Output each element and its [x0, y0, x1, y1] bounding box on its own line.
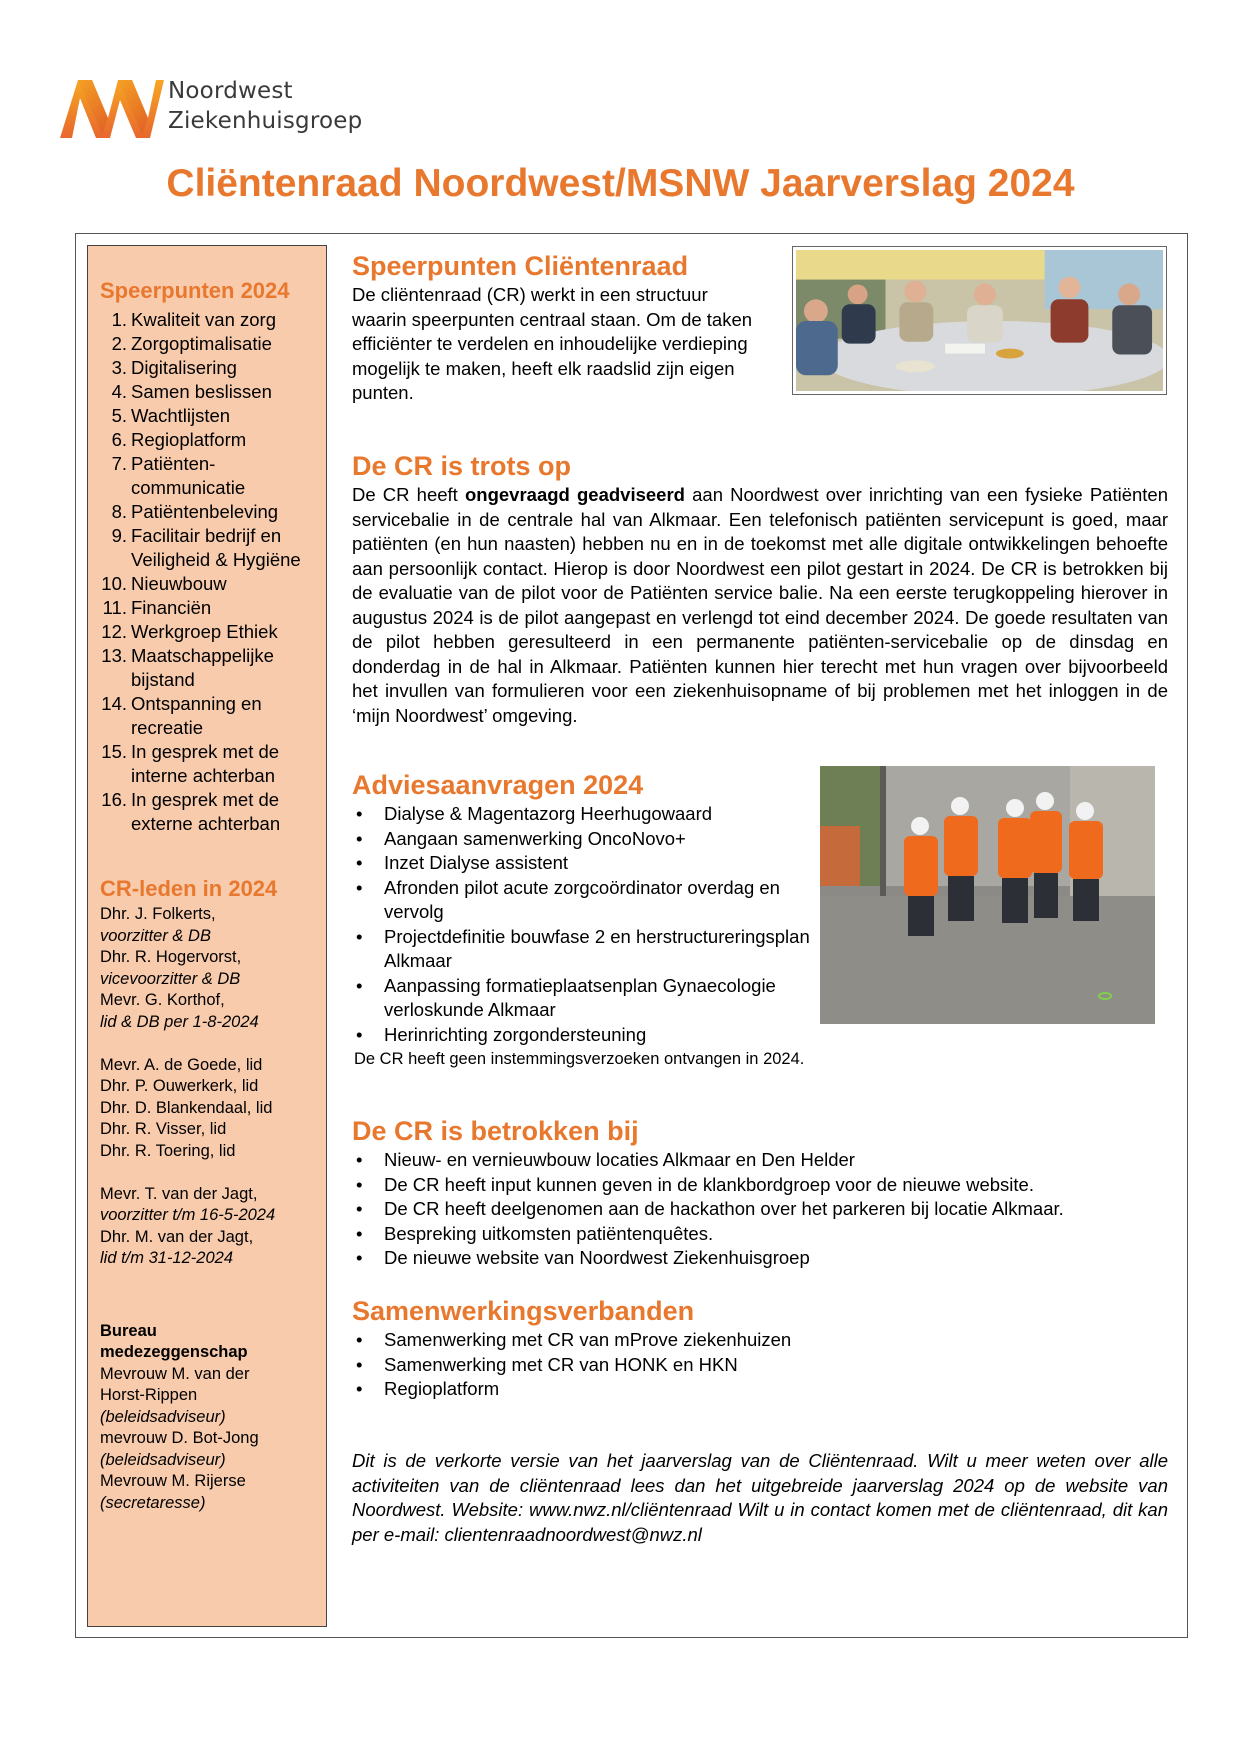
section-heading: De CR is trots op — [352, 451, 572, 481]
bullet-item: • Regioplatform — [352, 1377, 1168, 1402]
section-speerpunten — [352, 249, 767, 406]
logo-text — [168, 76, 362, 136]
bullet-item: • Inzet Dialyse assistent — [352, 851, 822, 876]
bullet-item: • Samenwerking met CR van HONK en HKN — [352, 1353, 1168, 1378]
member-name: Mevr. T. van der Jagt, — [100, 1184, 258, 1203]
speerpunt-number: 10. — [101, 573, 127, 594]
speerpunt-text: Samen beslissen — [131, 381, 272, 402]
logo-mark-icon — [58, 74, 166, 142]
speerpunt-text: Wachtlijsten — [131, 405, 231, 426]
speerpunt-number: 11. — [102, 597, 127, 618]
logo-line2: Ziekenhuisgroep — [168, 108, 363, 134]
speerpunt-item — [100, 452, 316, 500]
section-text: De cliëntenraad (CR) werkt in een structuur waarin speerpunten centraal staan. Om de taken efficiënter te verdelen en inhoudelijke verdieping mogelijk te maken, heeft elk raadslid zijn eigen punten. — [352, 284, 753, 403]
speerpunt-text: Financiën — [131, 597, 212, 618]
speerpunt-item — [100, 332, 316, 356]
member-name: Dhr. J. Folkerts, — [100, 905, 216, 923]
speerpunt-number: 2. — [111, 333, 127, 354]
member-name: Mevr. G. Korthof, — [100, 991, 225, 1009]
betrokken-list — [352, 1148, 1168, 1271]
bullet-item: • De nieuwe website van Noordwest Ziekenhuisgroep — [352, 1246, 1168, 1271]
speerpunt-item — [100, 380, 316, 404]
speerpunt-text: Facilitair bedrijf en Veiligheid & Hygiëne — [131, 525, 301, 570]
bullet-item: • Aangaan samenwerking OncoNovo+ — [352, 827, 822, 852]
member-lid: Mevr. A. de Goede, lid — [100, 1055, 263, 1074]
bullet-item: • Herinrichting zorgondersteuning — [352, 1023, 822, 1048]
speerpunt-number: 12. — [101, 621, 127, 642]
speerpunt-item — [100, 644, 316, 692]
bureau-heading: Bureau medezeggenschap — [100, 1321, 248, 1361]
speerpunt-number: 5. — [111, 405, 127, 426]
construction-photo — [820, 766, 1155, 1024]
member-lid: Dhr. R. Visser, lid — [100, 1120, 227, 1138]
speerpunt-number: 1. — [111, 309, 127, 330]
speerpunt-text: Ontspanning en recreatie — [131, 693, 262, 738]
bullet-item: • Bespreking uitkomsten patiëntenquêtes. — [352, 1222, 1168, 1247]
closing-text: Dit is de verkorte versie van het jaarverslag van de Cliëntenraad. Wilt u meer weten over alle activiteiten van de cliëntenraad lees dan het uitgebreide jaarverslag 2024 op de website van Noordwest. Website: www.nwz.nl/cliëntenraad Wilt u in contact komen met de cliëntenraad, dit kan per e-mail: clientenraadnoordwest@nwz.nl — [352, 1450, 1168, 1545]
speerpunt-item — [100, 404, 316, 428]
speerpunt-text: In gesprek met de interne achterban — [131, 741, 280, 786]
leden-list — [100, 904, 316, 1514]
bullet-item: • Dialyse & Magentazorg Heerhugowaard — [352, 802, 822, 827]
bureau-name: Mevrouw M. van der Horst-Rippen — [100, 1364, 250, 1404]
speerpunt-text: Werkgroep Ethiek — [131, 621, 278, 642]
bullet-item: • Samenwerking met CR van mProve ziekenhuizen — [352, 1328, 1168, 1353]
member-role: voorzitter t/m 16-5-2024 — [100, 1206, 276, 1224]
construction-photo-image — [820, 766, 1155, 1024]
speerpunt-text: Regioplatform — [131, 429, 247, 450]
speerpunt-number: 9. — [111, 525, 127, 546]
speerpunt-item — [100, 620, 316, 644]
bureau-role: (beleidsadviseur) — [100, 1407, 226, 1426]
member-role: lid & DB per 1-8-2024 — [100, 1012, 259, 1031]
section-heading: De CR is betrokken bij — [352, 1116, 639, 1146]
speerpunt-number: 16. — [101, 789, 127, 810]
speerpunt-item — [100, 692, 316, 740]
bureau-role: (beleidsadviseur) — [100, 1450, 226, 1469]
speerpunt-number: 7. — [111, 453, 127, 474]
bureau-role: (secretaresse) — [100, 1493, 206, 1512]
speerpunt-item — [100, 308, 316, 332]
speerpunt-item — [100, 740, 316, 788]
meeting-photo-image — [796, 250, 1163, 391]
section-heading: Speerpunten Cliëntenraad — [352, 251, 689, 281]
text-rest: aan Noordwest over inrichting van een fysieke Patiënten servicebalie in de centrale hal van Alkmaar. Een telefonisch patiënten servicepunt is goed, maar patiënten (en hun naasten) hebben nu en in de toekomst met alle digitale ontwikkelingen behoefte aan persoonlijk contact. Hierop is door Noordwest een pilot gestart in 2024. De CR is betrokken bij de evaluatie van de pilot voor de Patiënten service balie. Na een eerste terugkoppeling hierover in augustus 2024 is de pilot aangepast en verlengd tot eind december 2024. De goede resultaten van de pilot hebben geresulteerd in een permanente patiënten-servicebalie op de dinsdag en donderdag in de hal in Alkmaar. Patiënten kunnen hier terecht met hun vragen over bijvoorbeeld het invullen van formulieren voor een ziekenhuisopname of bij problemen met het inloggen in de ‘mijn Noordwest’ omgeving. — [352, 484, 1168, 726]
speerpunt-number: 4. — [111, 381, 127, 402]
bureau-name: mevrouw D. Bot-Jong — [100, 1429, 259, 1447]
bureau-name: Mevrouw M. Rijerse — [100, 1472, 246, 1490]
logo-line1: Noordwest — [168, 78, 293, 104]
speerpunten-heading: Speerpunten 2024 — [100, 278, 290, 303]
speerpunt-item — [100, 428, 316, 452]
member-lid: Dhr. P. Ouwerkerk, lid — [100, 1077, 259, 1095]
text-lead: De CR heeft — [352, 484, 458, 505]
section-advies — [352, 768, 822, 1047]
member-role: voorzitter & DB — [100, 926, 211, 945]
advies-list — [352, 802, 822, 1047]
member-role: lid t/m 31-12-2024 — [100, 1249, 233, 1267]
speerpunt-item — [100, 356, 316, 380]
samenwerking-list — [352, 1328, 1168, 1402]
section-heading: Samenwerkingsverbanden — [352, 1296, 695, 1326]
speerpunt-text: Patiëntenbeleving — [131, 501, 279, 522]
bullet-item: • De CR heeft deelgenomen aan de hackathon over het parkeren bij locatie Alkmaar. — [352, 1197, 1168, 1222]
section-trots — [352, 449, 1168, 728]
member-name: Dhr. M. van der Jagt, — [100, 1227, 254, 1246]
section-text — [352, 483, 1168, 728]
speerpunt-text: In gesprek met de externe achterban — [131, 789, 281, 834]
speerpunt-text: Zorgoptimalisatie — [131, 333, 272, 354]
speerpunt-text: Maatschappelijke bijstand — [131, 645, 274, 690]
speerpunt-number: 14. — [101, 693, 127, 714]
speerpunt-number: 6. — [111, 429, 127, 450]
sidebar — [87, 245, 327, 1627]
speerpunt-item — [100, 524, 316, 572]
speerpunt-item — [100, 500, 316, 524]
logo — [58, 74, 378, 146]
member-lid: Dhr. D. Blankendaal, lid — [100, 1098, 273, 1117]
advies-note: De CR heeft geen instemmingsverzoeken ontvangen in 2024. — [354, 1050, 805, 1068]
speerpunten-list — [100, 308, 316, 836]
text-bold: ongevraagd geadviseerd — [464, 484, 685, 505]
section-heading: Adviesaanvragen 2024 — [352, 770, 644, 800]
member-name: Dhr. R. Hogervorst, — [100, 948, 242, 966]
bullet-item: • Aanpassing formatieplaatsenplan Gynaecologie verloskunde Alkmaar — [352, 974, 822, 1023]
speerpunt-text: Patiënten-communicatie — [131, 453, 246, 498]
speerpunt-text: Nieuwbouw — [131, 573, 227, 594]
bullet-item: • Nieuw- en vernieuwbouw locaties Alkmaar en Den Helder — [352, 1148, 1168, 1173]
leden-heading: CR-leden in 2024 — [100, 876, 278, 901]
speerpunt-number: 8. — [111, 501, 127, 522]
speerpunt-number: 3. — [111, 357, 127, 378]
speerpunt-number: 13. — [101, 645, 127, 666]
speerpunt-number: 15. — [101, 741, 127, 762]
member-lid: Dhr. R. Toering, lid — [100, 1141, 236, 1160]
speerpunt-item — [100, 572, 316, 596]
member-role: vicevoorzitter & DB — [100, 969, 241, 988]
section-samenwerking — [352, 1294, 1168, 1402]
bullet-item: • Afronden pilot acute zorgcoördinator overdag en vervolg — [352, 876, 822, 925]
speerpunt-text: Digitalisering — [131, 357, 237, 378]
page-title: Cliëntenraad Noordwest/MSNW Jaarverslag 2024 — [166, 162, 1075, 205]
bullet-item: • Projectdefinitie bouwfase 2 en herstructureringsplan Alkmaar — [352, 925, 822, 974]
speerpunt-text: Kwaliteit van zorg — [131, 309, 276, 330]
meeting-photo — [792, 246, 1167, 395]
bullet-item: • De CR heeft input kunnen geven in de klankbordgroep voor de nieuwe website. — [352, 1173, 1168, 1198]
speerpunt-item — [100, 788, 316, 836]
speerpunt-item — [100, 596, 316, 620]
section-betrokken — [352, 1114, 1168, 1271]
